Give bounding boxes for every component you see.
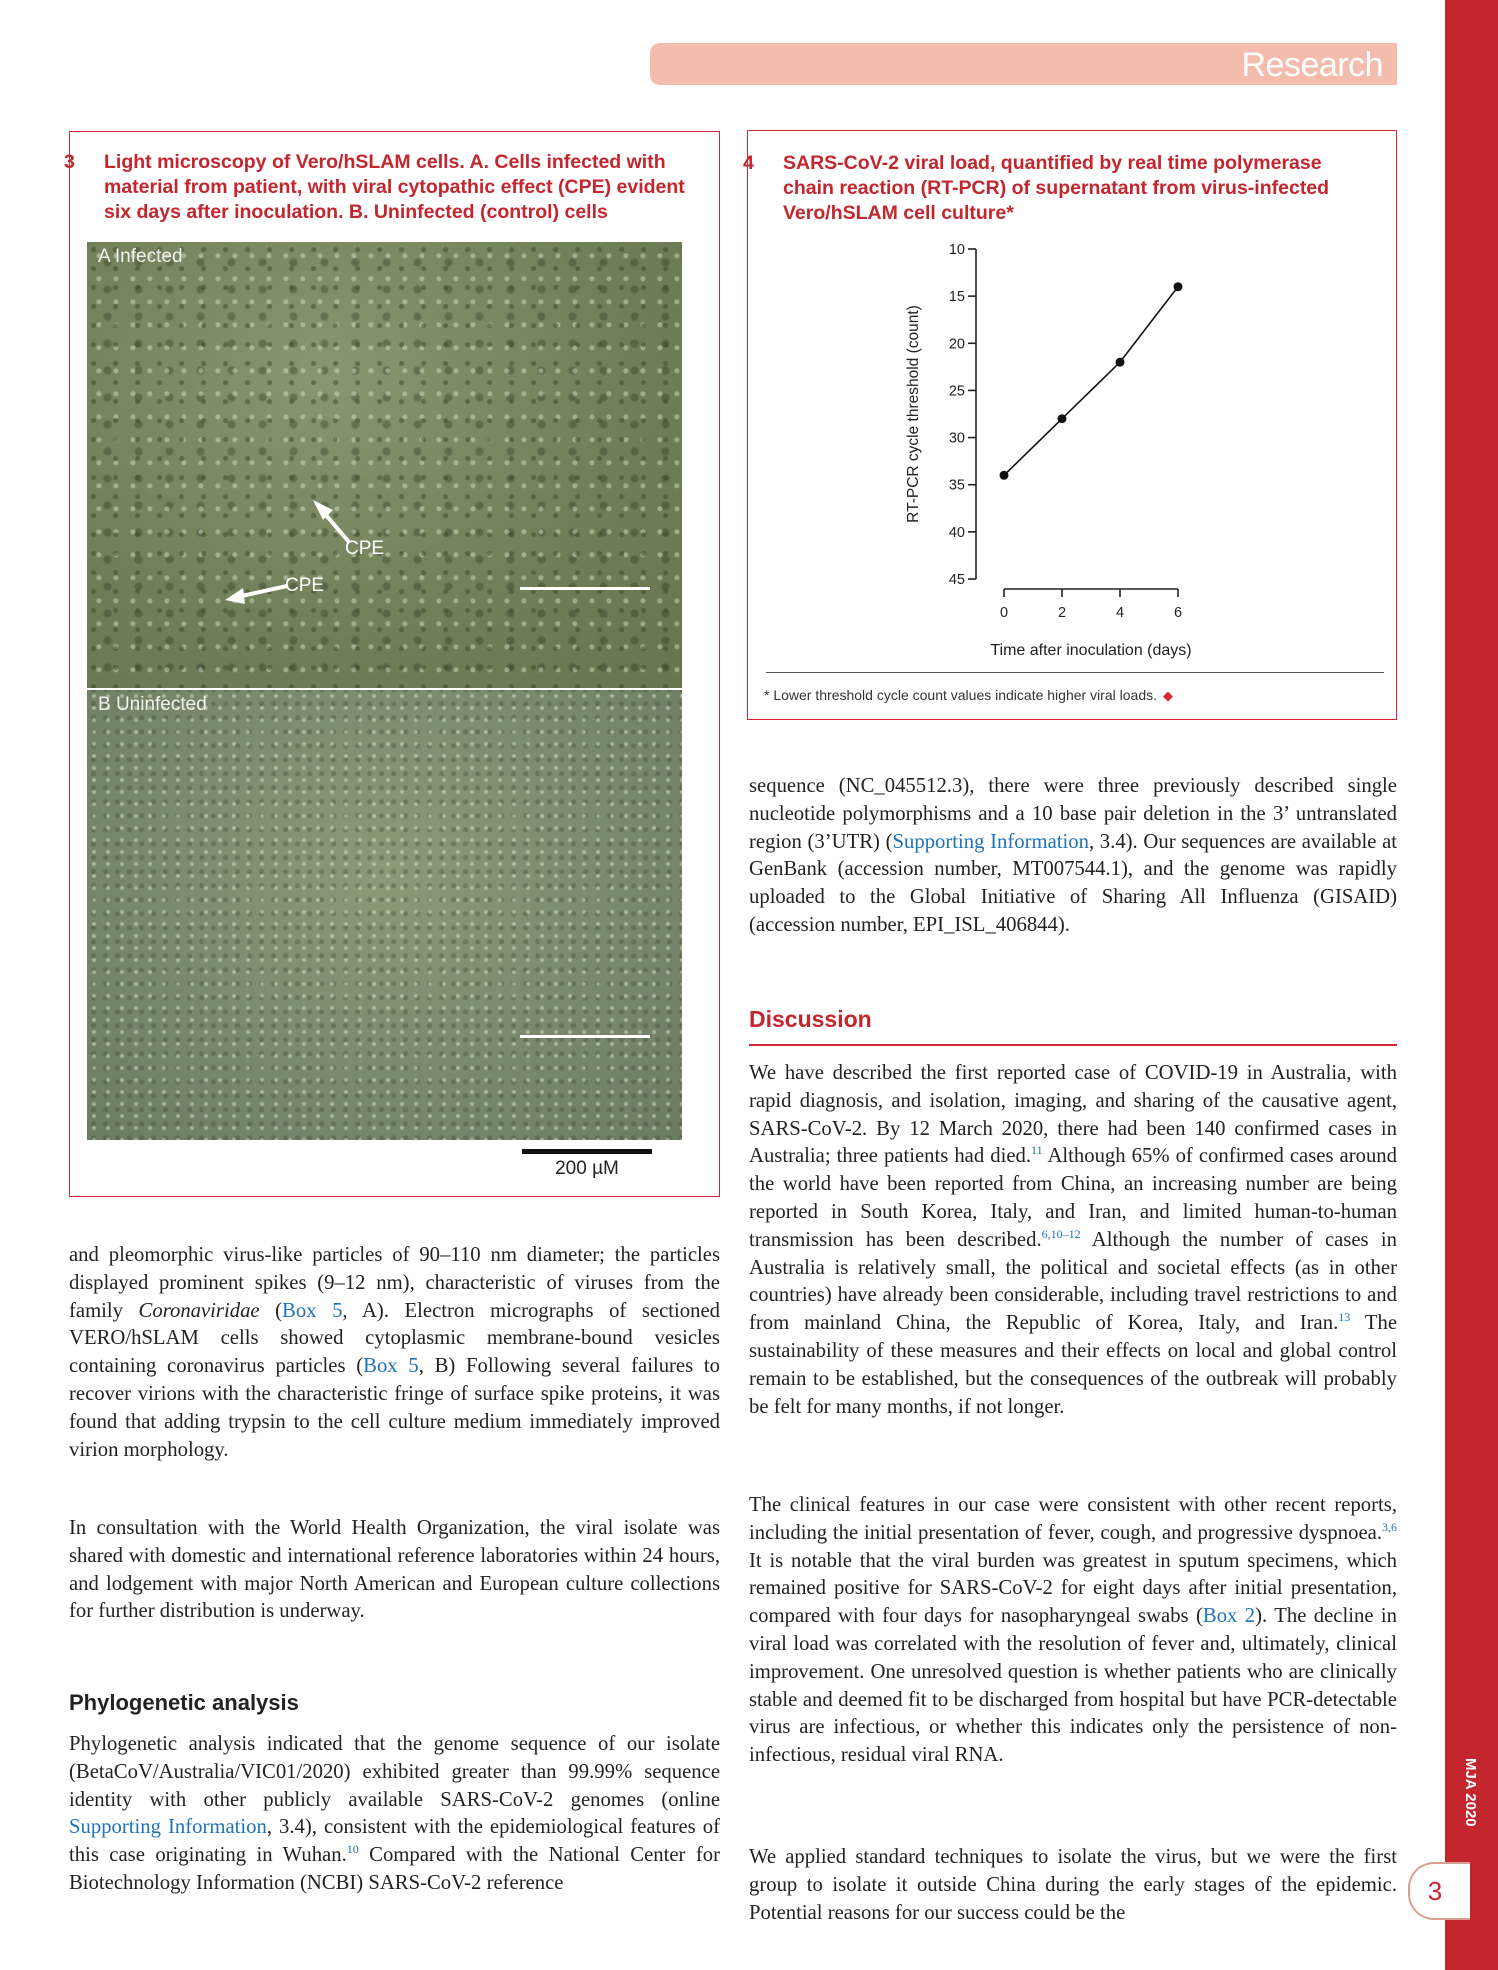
supporting-information-link[interactable]: Supporting Information (69, 1816, 267, 1839)
scale-bar-label: 200 µM (555, 1158, 619, 1179)
y-tick-label: 20 (948, 336, 965, 353)
data-point (1000, 471, 1009, 480)
y-axis-label: RT-PCR cycle threshold (count) (905, 305, 922, 523)
data-point (1058, 414, 1067, 423)
right-column-para-1 (749, 773, 1397, 940)
box-2-link[interactable]: Box 2 (1202, 1605, 1256, 1628)
italic-taxon: Coronaviridae (138, 1299, 260, 1322)
text-run: The sustainability of these measures and their effects on local and global control remain to be established, but the consequences of the outbreak will probably be felt for many months, if not longer. (749, 1312, 1397, 1418)
y-tick-label: 40 (948, 524, 965, 541)
footnote-text: * Lower threshold cycle count values indicate higher viral loads. (764, 687, 1157, 703)
scale-bar (522, 1149, 652, 1154)
x-axis-label: Time after inoculation (days) (990, 642, 1192, 659)
panel-b-scale-line (520, 1035, 650, 1038)
discussion-para-2 (749, 1492, 1397, 1770)
reference-link[interactable]: 6,10–12 (1041, 1226, 1081, 1241)
end-diamond-icon: ◆ (1163, 688, 1173, 703)
figure-4-footnote (764, 687, 1173, 704)
series-line (1004, 287, 1178, 476)
x-axis (1000, 589, 1182, 621)
text-run: , 3.4), consistent with the epidemiological features of this case originating in Wuhan. (69, 1816, 720, 1867)
y-tick-label: 30 (948, 430, 965, 447)
figure-3-number: 3 (64, 151, 75, 173)
text-run: and pleomorphic virus-like particles of 90–110 nm diameter; the particles displayed prominent spikes (9–12 nm), characteristic of viruses from the family (69, 1244, 720, 1322)
figure-3-title: Light microscopy of Vero/hSLAM cells. A. Cells infected with material from patient, with viral cytopathic effect (CPE) evident six days after inoculation. B. Uninfected (control) cells (104, 151, 685, 223)
text-run: Phylogenetic analysis indicated that the genome sequence of our isolate (BetaCoV/Australia/VIC01/2020) exhibited greater than 99.99% sequence identity with other publicly available SARS-CoV-2 genomes (online (69, 1733, 720, 1811)
section-header-band (650, 43, 1397, 85)
text-run: It is notable that the viral burden was greatest in sputum specimens, which remained positive for SARS-CoV-2 for eight days after initial presentation, compared with four days for nasopharyngeal swabs ( (749, 1549, 1397, 1628)
text-run: Although the number of cases in Australia is relatively small, the political and societal effects (as in other countries) have already been considerable, including travel restrictions to and from mainland China, the Republic of Korea, Italy, and Iran. (749, 1228, 1398, 1335)
panel-a-label: A Infected (98, 246, 183, 267)
cpe-label-upper: CPE (345, 538, 385, 559)
figure-4-number: 4 (743, 152, 754, 174)
text-run: ( (259, 1299, 283, 1322)
text-run: In consultation with the World Health Organization, the viral isolate was shared with domestic and international reference laboratories within 24 hours, and lodgement with major North American and European culture collections for further distribution is underway. (69, 1517, 720, 1623)
text-run: We applied standard techniques to isolate the virus, but we were the first group to isolate it outside China during the early stages of the epidemic. Potential reasons for our success could be the (749, 1846, 1397, 1924)
box-5-link[interactable]: Box 5 (282, 1299, 343, 1322)
discussion-rule (749, 1044, 1397, 1046)
phylogenetic-analysis-heading: Phylogenetic analysis (69, 1690, 299, 1715)
figure-3-caption (64, 150, 704, 225)
text-run: Compared with the National Center for Biotechnology Information (NCBI) SARS-CoV-2 reference (69, 1844, 720, 1894)
data-point (1116, 358, 1125, 367)
y-tick-label: 35 (948, 477, 965, 494)
page-number: 3 (1408, 1862, 1470, 1920)
figure-4-title: SARS-CoV-2 viral load, quantified by real time polymerase chain reaction (RT-PCR) of supernatant from virus-infected Vero/hSLAM cell culture* (783, 152, 1330, 224)
y-tick-label: 15 (948, 289, 965, 306)
section-title: Research (1241, 46, 1383, 84)
reference-link[interactable]: 3,6 (1382, 1519, 1397, 1534)
y-axis (949, 242, 976, 588)
x-tick-label: 6 (1173, 605, 1183, 621)
viral-load-chart (743, 131, 1398, 671)
x-tick-label: 4 (1115, 605, 1125, 621)
discussion-heading: Discussion (749, 1006, 872, 1032)
discussion-para-1 (749, 1060, 1397, 1421)
y-tick-label: 10 (948, 242, 965, 258)
left-column-para-1 (69, 1242, 720, 1464)
left-column-para-2 (69, 1515, 720, 1626)
text-run: ). The decline in viral load was correlated with the resolution of fever and, ultimately, clinical improvement. One unresolved question is whether patients who are clinically stable and deemed fit to be discharged from hospital but have PCR-detectable virus are infectious, or whether this indicates only the persistence of non-infectious, residual viral RNA. (749, 1605, 1397, 1767)
text-run: We have described the first reported case of COVID-19 in Australia, with rapid diagnosis, and isolation, imaging, and sharing of the causative agent, SARS-CoV-2. By 12 March 2020, there had been 140 confirmed cases in Australia; three patients had died. (749, 1062, 1397, 1168)
y-tick-label: 25 (948, 383, 965, 400)
panel-b-label: B Uninfected (98, 694, 207, 715)
figure-4-box (743, 130, 1397, 720)
data-point (1174, 282, 1183, 291)
footnote-rule (766, 672, 1384, 673)
reference-link[interactable]: 13 (1338, 1310, 1351, 1325)
side-color-bar (1445, 0, 1498, 1970)
text-run: , 3.4). Our sequences are available at GenBank (accession number, MT007544.1), and the genome was rapidly uploaded to the Global Initiative of Sharing All Influenza (GISAID) (accession number, EPI_ISL_406844). (749, 830, 1398, 936)
left-column-para-3 (69, 1731, 720, 1898)
cpe-arrows (87, 242, 682, 688)
x-tick-label: 0 (999, 605, 1009, 621)
micrograph-infected (87, 242, 682, 688)
journal-side-label: MJA 2020 (1462, 1758, 1479, 1827)
text-run: , A). Electron micrographs of sectioned VERO/hSLAM cells showed cytoplasmic membrane-bound vesicles containing coronavirus particles ( (69, 1299, 720, 1378)
series-viral-load (1000, 282, 1183, 480)
reference-link[interactable]: 10 (346, 1842, 359, 1857)
text-run: Although 65% of confirmed cases around the world have been reported from China, an increasing number are being reported in South Korea, Italy, and Iran, and limited human-to-human transmission has been described. (749, 1145, 1397, 1251)
text-run: The clinical features in our case were consistent with other recent reports, including the initial presentation of fever, cough, and progressive dyspnoea. (749, 1494, 1397, 1544)
supporting-information-link[interactable]: Supporting Information (892, 830, 1089, 853)
reference-link[interactable]: 11 (1031, 1143, 1043, 1158)
text-run: sequence (NC_045512.3), there were three previously described single nucleotide polymorphisms and a 10 base pair deletion in the 3’ untranslated region (3’UTR) ( (749, 775, 1397, 853)
figure-3-box (64, 131, 720, 1197)
x-tick-label: 2 (1057, 605, 1067, 621)
text-run: , B) Following several failures to recover virions with the characteristic fringe of surface spike proteins, it was found that adding trypsin to the cell culture medium immediately improved virion morphology. (69, 1355, 720, 1461)
y-tick-label: 45 (948, 572, 965, 588)
box-5-link[interactable]: Box 5 (363, 1355, 419, 1378)
cpe-label-lower: CPE (285, 575, 325, 596)
micrograph-uninfected (87, 690, 682, 1140)
discussion-para-3 (749, 1844, 1397, 1927)
